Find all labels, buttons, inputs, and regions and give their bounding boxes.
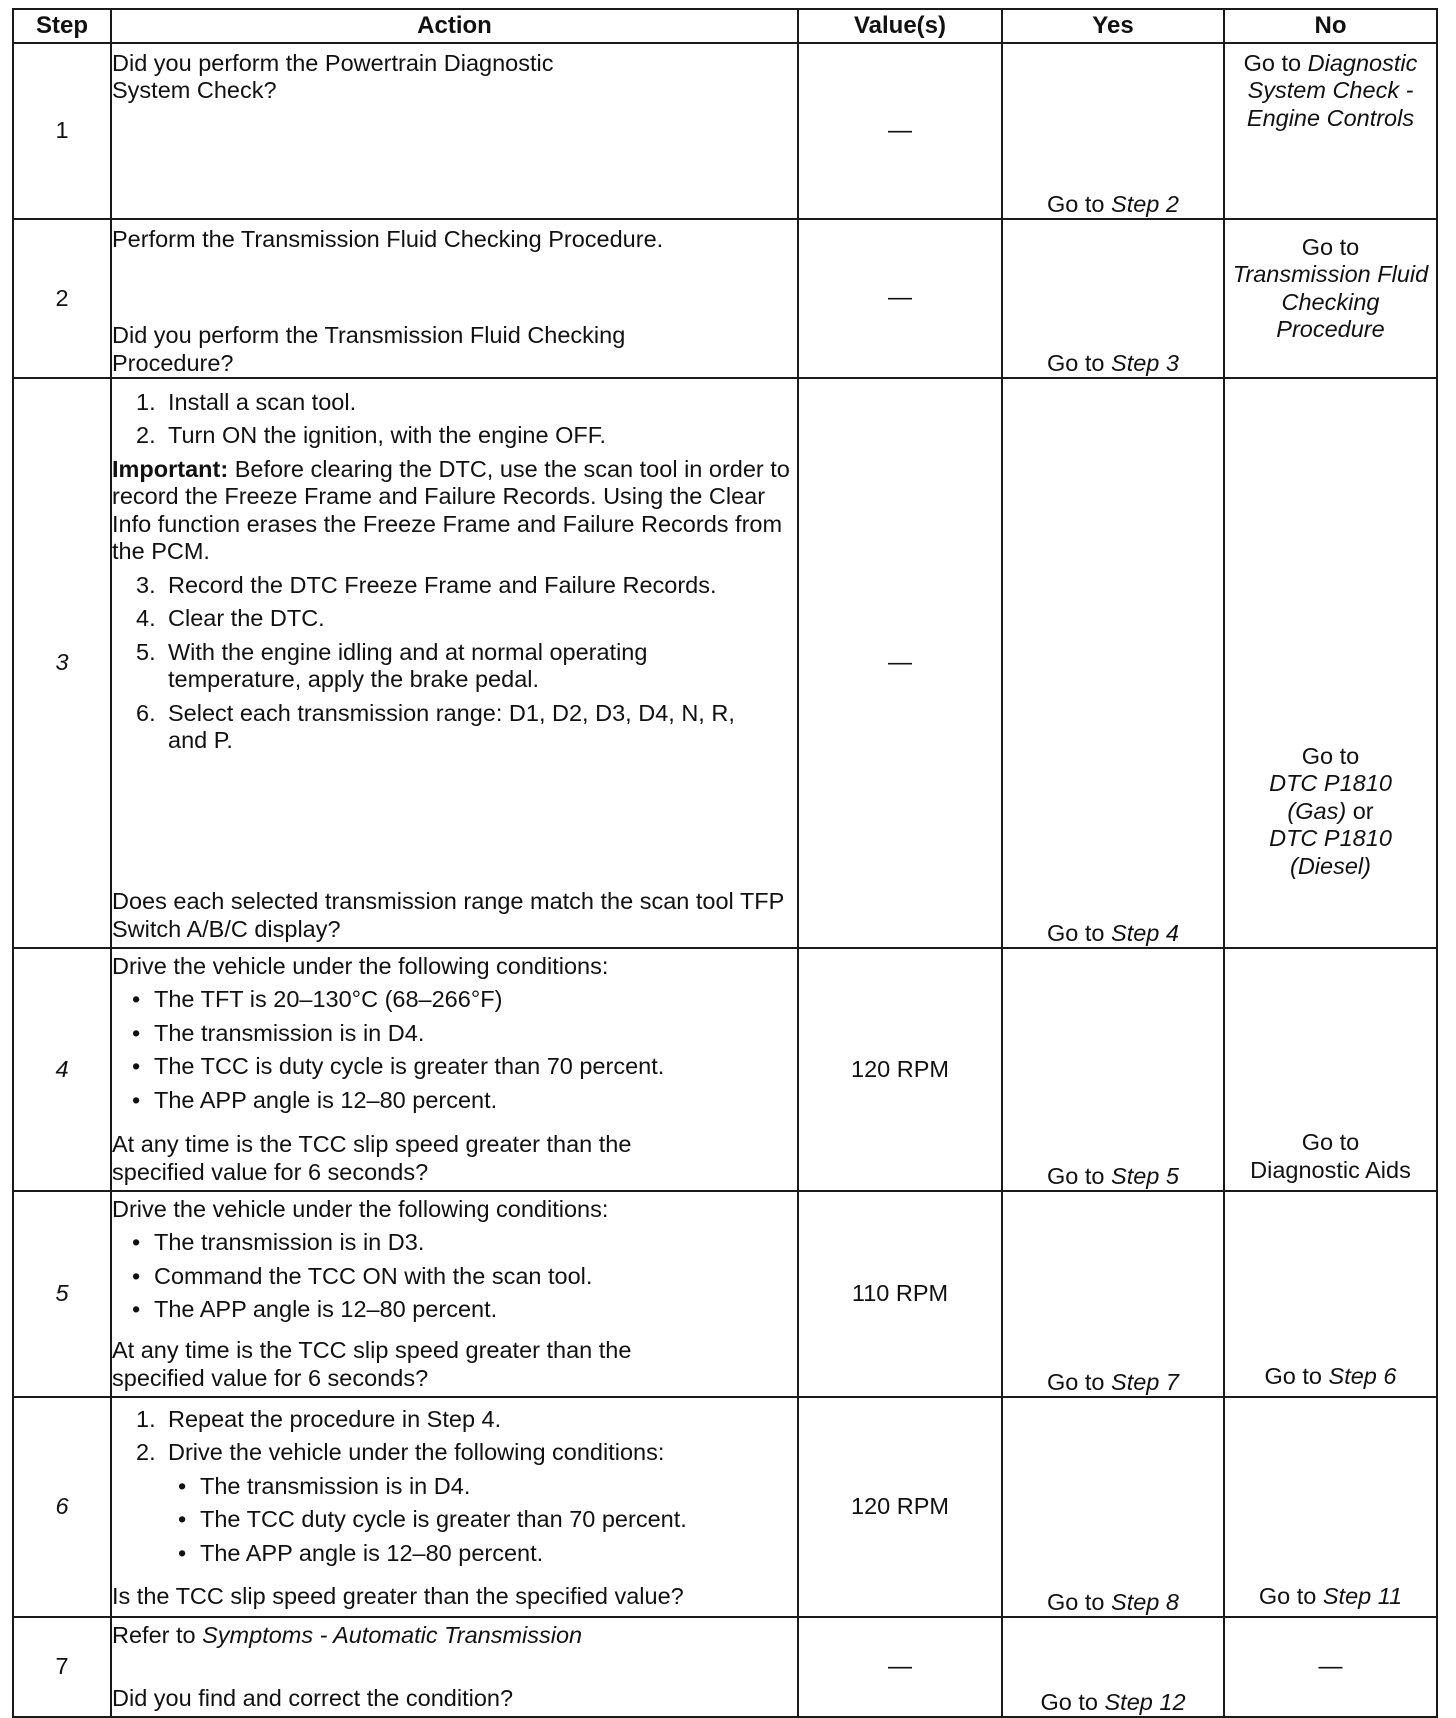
value-text: —: [888, 116, 912, 144]
bullet-item: • Command the TCC ON with the scan tool.: [132, 1262, 593, 1289]
value-text: 120 RPM: [851, 1493, 949, 1520]
value-cell: [798, 219, 1002, 378]
action-cell: [111, 219, 798, 378]
step-number: 4: [13, 948, 111, 1191]
action-cell: [111, 43, 798, 219]
action-question: At any time is the TCC slip speed greater than the specified value for 6 seconds?: [112, 1131, 632, 1185]
yes-step-ref: Step 8: [1111, 1588, 1179, 1615]
go-to-label: Go to: [1301, 743, 1360, 769]
table-row: [13, 378, 1437, 948]
bullet-item: • The APP angle is 12–80 percent.: [132, 1296, 498, 1323]
go-to-label: Go to: [1047, 1588, 1105, 1615]
step-number: 7: [13, 1617, 111, 1717]
yes-step-ref: Step 2: [1111, 190, 1179, 217]
go-to-label: Go to: [1301, 1129, 1360, 1156]
no-ref: Diagnostic System Check - Engine Controls: [1246, 50, 1418, 131]
step-number: 2: [13, 219, 111, 378]
bullet-item: • The TCC duty cycle is greater than 70 percent.: [178, 1506, 687, 1533]
important-label: Important:: [112, 455, 229, 482]
header-action: Action: [111, 9, 798, 43]
action-question: Did you perform the Powertrain Diagnostic System Check?: [112, 50, 554, 104]
no-cell: [1224, 1617, 1437, 1717]
value-cell: [798, 1191, 1002, 1397]
numbered-item: 6. Select each transmission range: D1, D2, D3, D4, N, R, and P.: [136, 699, 735, 754]
action-intro: Perform the Transmission Fluid Checking Procedure.: [112, 226, 664, 252]
no-step-ref: Step 6: [1328, 1362, 1397, 1389]
numbered-item: 2. Drive the vehicle under the following conditions:: [136, 1439, 665, 1466]
numbered-item: 1. Repeat the procedure in Step 4.: [136, 1406, 502, 1432]
value-cell: [798, 1617, 1002, 1717]
table-row: [13, 1191, 1437, 1397]
yes-step-ref: Step 7: [1111, 1368, 1179, 1395]
go-to-label: Go to: [1047, 1368, 1105, 1395]
numbered-item: 2. Turn ON the ignition, with the engine OFF.: [136, 422, 607, 449]
no-ref: DTC P1810: [1269, 825, 1392, 852]
table-header-row: [13, 9, 1437, 43]
numbered-item: 1. Install a scan tool.: [136, 389, 357, 415]
yes-cell: [1002, 43, 1224, 219]
action-question: Is the TCC slip speed greater than the specified value?: [112, 1582, 684, 1609]
header-step: Step: [13, 9, 111, 43]
bullet-item: • The transmission is in D4.: [132, 1019, 425, 1046]
no-ref: Diagnostic Aids: [1250, 1156, 1411, 1183]
table-row: [13, 1397, 1437, 1617]
no-ref: Transmission Fluid Checking Procedure: [1232, 261, 1429, 343]
yes-cell: [1002, 378, 1224, 948]
bullet-item: • The APP angle is 12–80 percent.: [132, 1086, 498, 1113]
value-text: —: [888, 648, 912, 676]
no-ref: DTC P1810: [1269, 770, 1392, 797]
no-cell: [1224, 43, 1437, 219]
go-to-label: Go to: [1040, 1688, 1098, 1715]
action-cell: [111, 1191, 798, 1397]
step-number: 6: [13, 1397, 111, 1617]
bullet-item: • The TCC is duty cycle is greater than 70 percent.: [132, 1053, 665, 1080]
value-text: 110 RPM: [851, 1280, 949, 1307]
go-to-label: Go to: [1301, 234, 1360, 260]
no-text: —: [1318, 1652, 1343, 1680]
go-to-label: Go to: [1243, 50, 1302, 76]
no-ref-suffix: (Gas): [1287, 797, 1347, 824]
numbered-item: 3. Record the DTC Freeze Frame and Failure Records.: [136, 571, 717, 598]
action-question: Does each selected transmission range match the scan tool TFP Switch A/B/C display?: [112, 888, 784, 942]
header-no: No: [1224, 9, 1437, 43]
action-intro: Refer to Symptoms - Automatic Transmission: [112, 1622, 583, 1648]
bullet-item: • The transmission is in D4.: [178, 1472, 471, 1499]
step-number: 3: [13, 378, 111, 948]
step-number: 1: [13, 43, 111, 219]
go-to-label: Go to: [1258, 1582, 1317, 1609]
header-value: Value(s): [798, 9, 1002, 43]
or-text: or: [1352, 797, 1374, 824]
yes-step-ref: Step 3: [1111, 349, 1179, 376]
symptoms-ref: Symptoms - Automatic Transmission: [202, 1622, 583, 1648]
yes-step-ref: Step 12: [1104, 1688, 1186, 1715]
go-to-label: Go to: [1047, 919, 1105, 946]
numbered-item: 4. Clear the DTC.: [136, 605, 325, 632]
step-number: 5: [13, 1191, 111, 1397]
action-intro: Drive the vehicle under the following conditions:: [112, 953, 609, 979]
yes-cell: [1002, 1617, 1224, 1717]
table-row: [13, 1617, 1437, 1717]
action-question: At any time is the TCC slip speed greater than the specified value for 6 seconds?: [112, 1337, 632, 1391]
yes-step-ref: Step 4: [1111, 919, 1179, 946]
value-cell: [798, 948, 1002, 1191]
no-step-ref: Step 11: [1322, 1582, 1403, 1609]
table-row: [13, 43, 1437, 219]
value-text: —: [888, 284, 912, 312]
yes-step-ref: Step 5: [1111, 1162, 1179, 1189]
bullet-item: • The transmission is in D3.: [132, 1229, 425, 1256]
action-cell: [111, 948, 798, 1191]
important-text: Before clearing the DTC, use the scan tool in order to record the Freeze Frame and Failure Records. Using the Clear Info function erases the Freeze Frame and Failure Records from the PCM.: [112, 455, 790, 565]
go-to-label: Go to: [1264, 1362, 1322, 1389]
value-text: —: [888, 1652, 912, 1680]
action-cell: [111, 1397, 798, 1617]
no-cell: [1224, 1397, 1437, 1617]
no-cell: [1224, 1191, 1437, 1397]
action-question: Did you find and correct the condition?: [112, 1684, 514, 1711]
value-cell: [798, 1397, 1002, 1617]
action-cell: [111, 1617, 798, 1717]
no-cell: [1224, 948, 1437, 1191]
header-yes: Yes: [1002, 9, 1224, 43]
bullet-item: • The TFT is 20–130°C (68–266°F): [132, 986, 503, 1013]
value-cell: [798, 43, 1002, 219]
go-to-label: Go to: [1047, 349, 1105, 376]
important-note: [112, 456, 797, 566]
numbered-item: 5. With the engine idling and at normal operating temperature, apply the brake pedal.: [136, 638, 648, 693]
go-to-label: Go to: [1047, 1162, 1105, 1189]
table-row: [13, 948, 1437, 1191]
yes-cell: [1002, 1191, 1224, 1397]
value-text: 120 RPM: [851, 1055, 949, 1082]
go-to-label: Go to: [1047, 190, 1105, 217]
value-cell: [798, 378, 1002, 948]
yes-cell: [1002, 1397, 1224, 1617]
action-intro: Drive the vehicle under the following conditions:: [112, 1196, 609, 1222]
table-row: [13, 219, 1437, 378]
action-cell: [111, 378, 798, 948]
yes-cell: [1002, 948, 1224, 1191]
no-ref-suffix: (Diesel): [1290, 852, 1371, 879]
no-cell: [1224, 378, 1437, 948]
diagnostic-procedure-table: [12, 8, 1438, 1718]
no-cell: [1224, 219, 1437, 378]
action-question: Did you perform the Transmission Fluid Checking Procedure?: [112, 322, 626, 376]
yes-cell: [1002, 219, 1224, 378]
bullet-item: • The APP angle is 12–80 percent.: [178, 1539, 544, 1566]
